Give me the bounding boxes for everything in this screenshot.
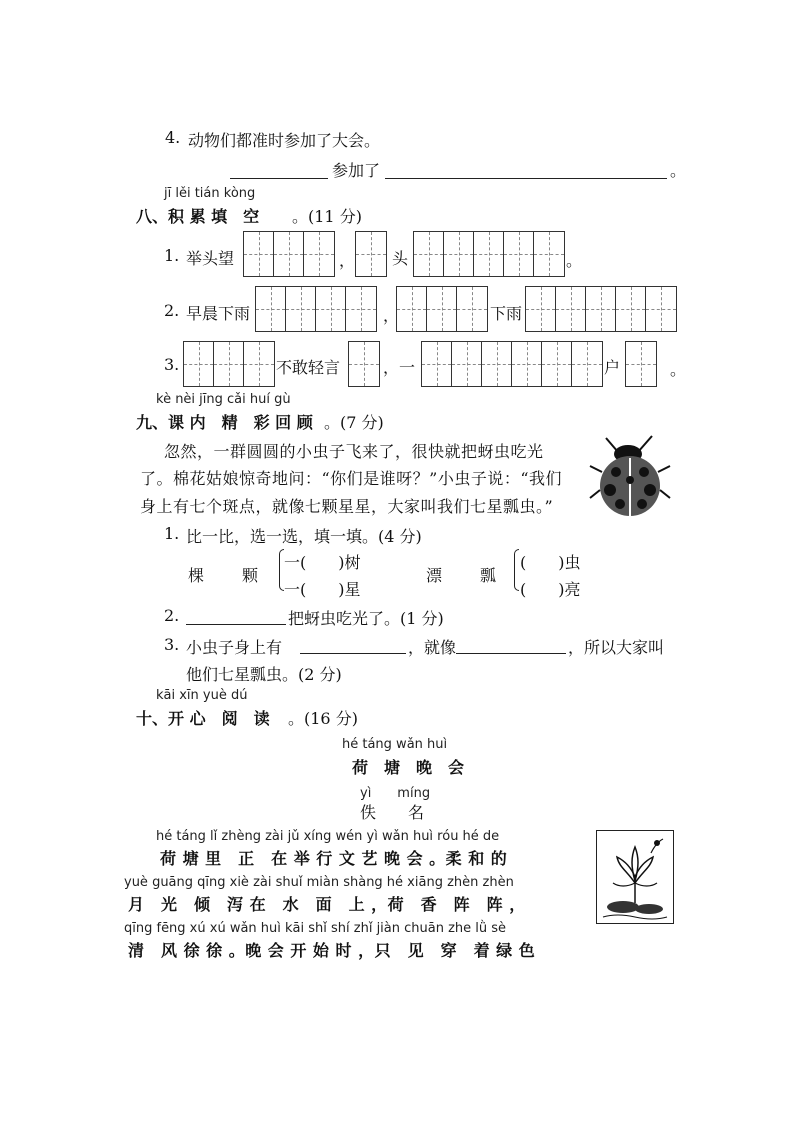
sec8-q2-num: 2. [164,301,180,320]
story-title: 荷 塘 晚 会 [352,758,465,777]
author: 佚 名 [360,803,425,822]
sec9-q2-text: 把蚜虫吃光了。(1 分) [288,609,444,628]
sec8-q3-b: 户 [604,358,621,377]
reading-pinyin-2: yuè guāng qīng xiè zài shuǐ miàn shàng hé xiāng zhèn zhèn [124,875,514,890]
reading-text-2: 月 光 倾 泻 在 水 面 上 ，荷 香 阵 阵 ， [128,895,526,914]
sec8-q1-b: 头 [392,249,409,268]
answer-line[interactable] [385,178,667,179]
sec8-q3-comma: ，一 [383,358,416,377]
sec9-q3-a: 小虫子身上有 [186,638,283,657]
reading-pinyin-3: qīng fēng xú xú wǎn huì kāi shǐ shí zhǐ jiàn chuān zhe lǜ sè [124,921,507,936]
q7-item4-end: 。 [670,161,687,180]
sec9-q1-num: 1. [164,524,180,543]
reading-text-3: 清 风 徐 徐 。晚 会 开 始 时 ，只 见 穿 着 绿 色 [128,941,536,960]
answer-line[interactable] [186,624,286,625]
brace [514,549,519,591]
sec8-q2-comma: ， [383,306,400,325]
q7-item4-number: 4. [165,128,181,147]
sec8-score: 。(11 分) [292,207,362,226]
option-2[interactable]: 一( )星 [284,580,361,599]
sec9-title: 九、课 内 精 彩 回 顾 [136,413,313,432]
sec8-q1-num: 1. [164,246,180,265]
compare-word-1: 棵 [188,566,205,585]
sec9-q1-text: 比一比，选一选，填一填。(4 分) [186,527,422,546]
lotus-icon [596,830,674,924]
writing-grid[interactable] [396,286,488,332]
answer-line[interactable] [300,653,406,654]
reading-text-1: 荷 塘 里 正 在 举 行 文 艺 晚 会 。柔 和 的 [160,849,508,868]
sec9-q3-num: 3. [164,635,180,654]
sec8-title: 八、积 累 填 空 [136,207,260,226]
sec9-score: 。(7 分) [324,413,384,432]
option-4[interactable]: ( )亮 [520,580,581,599]
story-title-pinyin: hé táng wǎn huì [342,737,448,752]
option-1[interactable]: 一( )树 [284,553,361,572]
sec9-q3-b: ，就像 [408,638,457,657]
q7-item4-middle: 参加了 [332,161,381,180]
writing-grid[interactable] [183,341,275,387]
writing-grid[interactable] [413,231,565,277]
writing-grid[interactable] [525,286,677,332]
option-3[interactable]: ( )虫 [520,553,581,572]
passage-line-2: 了。棉花姑娘惊奇地问：“你们是谁呀？”小虫子说：“我们 [140,469,563,488]
q7-item4-sentence: 动物们都准时参加了大会。 [188,131,381,150]
writing-grid[interactable] [355,231,387,277]
sec8-q1-a: 举头望 [186,249,235,268]
sec10-title: 十、开 心 阅 读 [136,709,270,728]
answer-line[interactable] [456,653,566,654]
sec8-q3-num: 3. [164,355,180,374]
sec8-q2-b: 下雨 [490,304,523,323]
sec8-q1-end: 。 [566,251,583,270]
writing-grid[interactable] [243,231,335,277]
sec9-q3-line2: 他们七星瓢虫。(2 分) [186,665,342,684]
answer-line[interactable] [230,178,328,179]
passage-line-1: 忽然，一群圆圆的小虫子飞来了，很快就把蚜虫吃光 [164,442,544,461]
sec9-q3-c: ，所以大家叫 [568,638,665,657]
writing-grid[interactable] [421,341,603,387]
sec10-score: 。(16 分) [288,709,358,728]
sec8-q3-a: 不敢轻言 [276,358,341,377]
sec9-pinyin: kè nèi jīng cǎi huí gù [156,392,291,407]
sec10-pinyin: kāi xīn yuè dú [156,688,248,703]
sec8-q1-comma: ， [339,251,356,270]
sec8-pinyin: jī lěi tián kòng [164,186,256,201]
sec8-q3-end: 。 [670,360,687,379]
sec8-q2-a: 早晨下雨 [186,304,251,323]
passage-line-3: 身上有七个斑点，就像七颗星星，大家叫我们七星瓢虫。” [140,497,554,516]
ladybug-icon [588,432,672,520]
writing-grid[interactable] [348,341,380,387]
compare-word-2: 颗 [242,566,259,585]
writing-grid[interactable] [625,341,657,387]
compare-word-4: 瓢 [480,566,497,585]
author-pinyin: yì míng [360,786,431,801]
compare-word-3: 漂 [426,566,443,585]
sec9-q2-num: 2. [164,606,180,625]
reading-pinyin-1: hé táng lǐ zhèng zài jǔ xíng wén yì wǎn huì róu hé de [156,829,500,844]
writing-grid[interactable] [255,286,377,332]
